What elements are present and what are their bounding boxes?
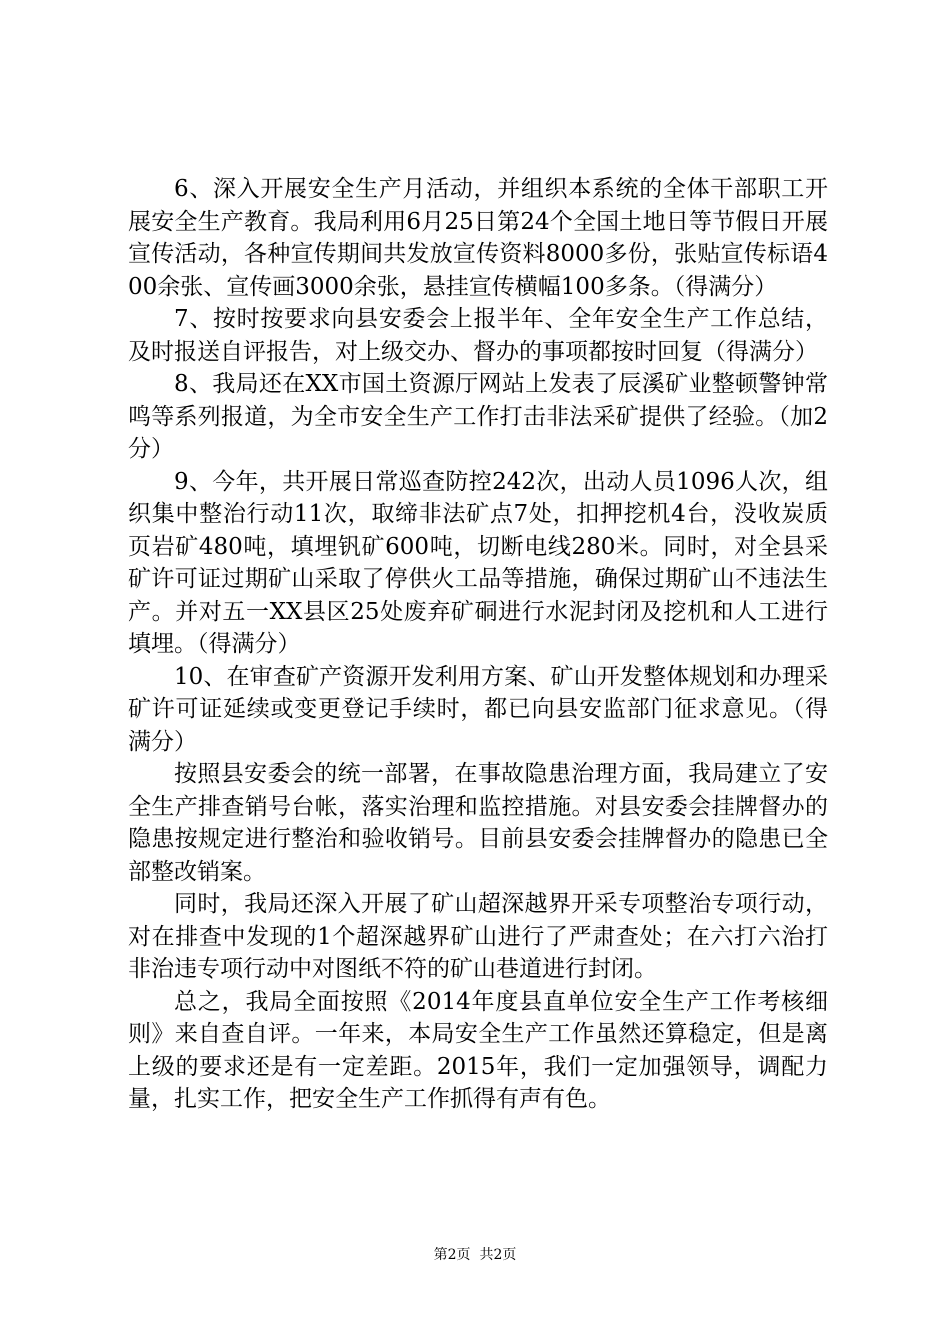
paragraph-summary: 总之，我局全面按照《2014年度县直单位安全生产工作考核细则》来自查自评。一年来，本局安全生产工作虽然还算稳定，但是离上级的要求还是有一定差距。2015年，我们一定加强领导，调配力量，扎实工作，把安全生产工作抓得有声有色。 [128,988,828,1112]
paragraph-special-action: 同时，我局还深入开展了矿山超深越界开采专项整治专项行动，对在排查中发现的1个超深越界矿山进行了严肃查处；在六打六治打非治违专项行动中对图纸不符的矿山巷道进行封闭。 [128,891,828,982]
paragraph-item-6: 6、深入开展安全生产月活动，并组织本系统的全体干部职工开展安全生产教育。我局利用6月25日第24个全国土地日等节假日开展宣传活动，各种宣传期间共发放宣传资料8000多份，张贴宣传标语400余张、宣传画3000余张，悬挂宣传横幅100多条。（得满分） [128,176,828,300]
paragraph-item-8: 8、我局还在XX市国土资源厅网站上发表了辰溪矿业整顿警钟常鸣等系列报道，为全市安全生产工作打击非法采矿提供了经验。（加2分） [128,371,828,462]
paragraph-item-7: 7、按时按要求向县安委会上报半年、全年安全生产工作总结，及时报送自评报告，对上级交办、督办的事项都按时回复（得满分） [128,306,828,365]
paragraph-hazard-management: 按照县安委会的统一部署，在事故隐患治理方面，我局建立了安全生产排查销号台帐，落实治理和监控措施。对县安委会挂牌督办的隐患按规定进行整治和验收销号。目前县安委会挂牌督办的隐患已全部整改销案。 [128,761,828,885]
paragraph-item-9: 9、今年，共开展日常巡查防控242次，出动人员1096人次，组织集中整治行动11次，取缔非法矿点7处，扣押挖机4台，没收炭质页岩矿480吨，填埋钒矿600吨，切断电线280米。同时，对全县采矿许可证过期矿山采取了停供火工品等措施，确保过期矿山不违法生产。并对五一XX县区25处废弃矿硐进行水泥封闭及挖机和人工进行填埋。（得满分） [128,468,828,657]
document-body [128,173,828,1116]
paragraph-item-10: 10、在审查矿产资源开发利用方案、矿山开发整体规划和办理采矿许可证延续或变更登记手续时，都已向县安监部门征求意见。（得满分） [128,663,828,755]
page-footer: 第2页 共2页 [433,1247,517,1263]
